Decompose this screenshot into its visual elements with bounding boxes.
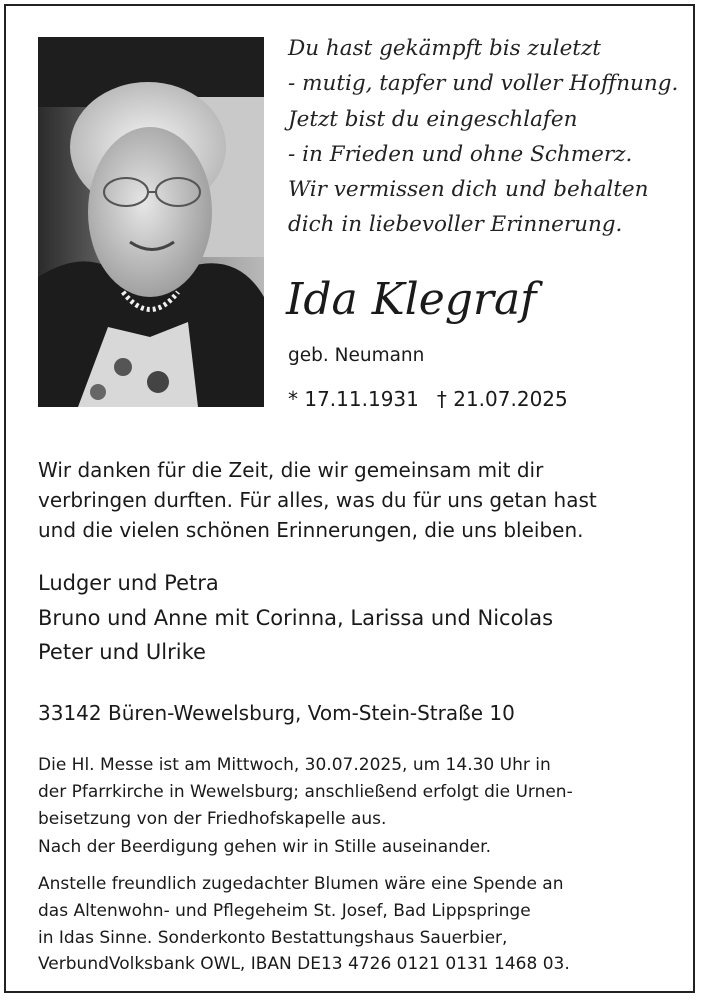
donation-line: das Altenwohn- und Pflegeheim St. Josef, Bad Lippspringe [38, 900, 531, 921]
poem-line: - in Frieden und ohne Schmerz. [288, 141, 633, 167]
family-member: Peter und Ulrike [38, 640, 206, 664]
notice-line: Die Hl. Messe ist am Mittwoch, 30.07.2025, um 14.30 Uhr in [38, 755, 551, 775]
portrait-photo [38, 37, 264, 407]
memorial-poem [288, 31, 678, 243]
thanks-text [38, 456, 597, 545]
family-address: 33142 Büren-Wewelsburg, Vom-Stein-Straße 10 [38, 701, 515, 725]
poem-line: Du hast gekämpft bis zuletzt [288, 36, 601, 61]
burial-note: Nach der Beerdigung gehen wir in Stille auseinander. [38, 837, 491, 857]
poem-line: - mutig, tapfer und voller Hoffnung. [288, 71, 679, 97]
portrait-image [38, 37, 264, 407]
notice-line: beisetzung von der Friedhofskapelle aus. [38, 808, 387, 829]
family-member: Bruno und Anne mit Corinna, Larissa und Nicolas [38, 605, 554, 630]
deceased-name: Ida Klegraf [286, 274, 537, 325]
notice-line: der Pfarrkirche in Wewelsburg; anschließend erfolgt die Urnen- [38, 781, 573, 802]
thanks-line: verbringen durften. Für alles, was du für uns getan hast [38, 487, 597, 512]
poem-line: Wir vermissen dich und behalten [288, 177, 649, 203]
donation-line: Anstelle freundlich zugedachter Blumen wäre eine Spende an [38, 874, 564, 894]
death-date: † 21.07.2025 [436, 387, 568, 411]
life-dates [288, 387, 568, 411]
mass-notice [38, 752, 573, 832]
maiden-name: geb. Neumann [288, 345, 425, 366]
thanks-line: und die vielen schönen Erinnerungen, die uns bleiben. [38, 517, 584, 542]
birth-date: * 17.11.1931 [288, 387, 419, 411]
thanks-line: Wir danken für die Zeit, die wir gemeinsam mit dir [38, 458, 544, 482]
mourning-family [38, 566, 553, 670]
donation-notice [38, 871, 570, 978]
donation-line: in Idas Sinne. Sonderkonto Bestattungshaus Sauerbier, [38, 927, 508, 948]
poem-line: dich in liebevoller Erinnerung. [288, 212, 623, 238]
poem-line: Jetzt bist du eingeschlafen [288, 106, 578, 132]
family-member: Ludger und Petra [38, 571, 219, 595]
donation-line: VerbundVolksbank OWL, IBAN DE13 4726 0121 0131 1468 03. [38, 954, 570, 975]
